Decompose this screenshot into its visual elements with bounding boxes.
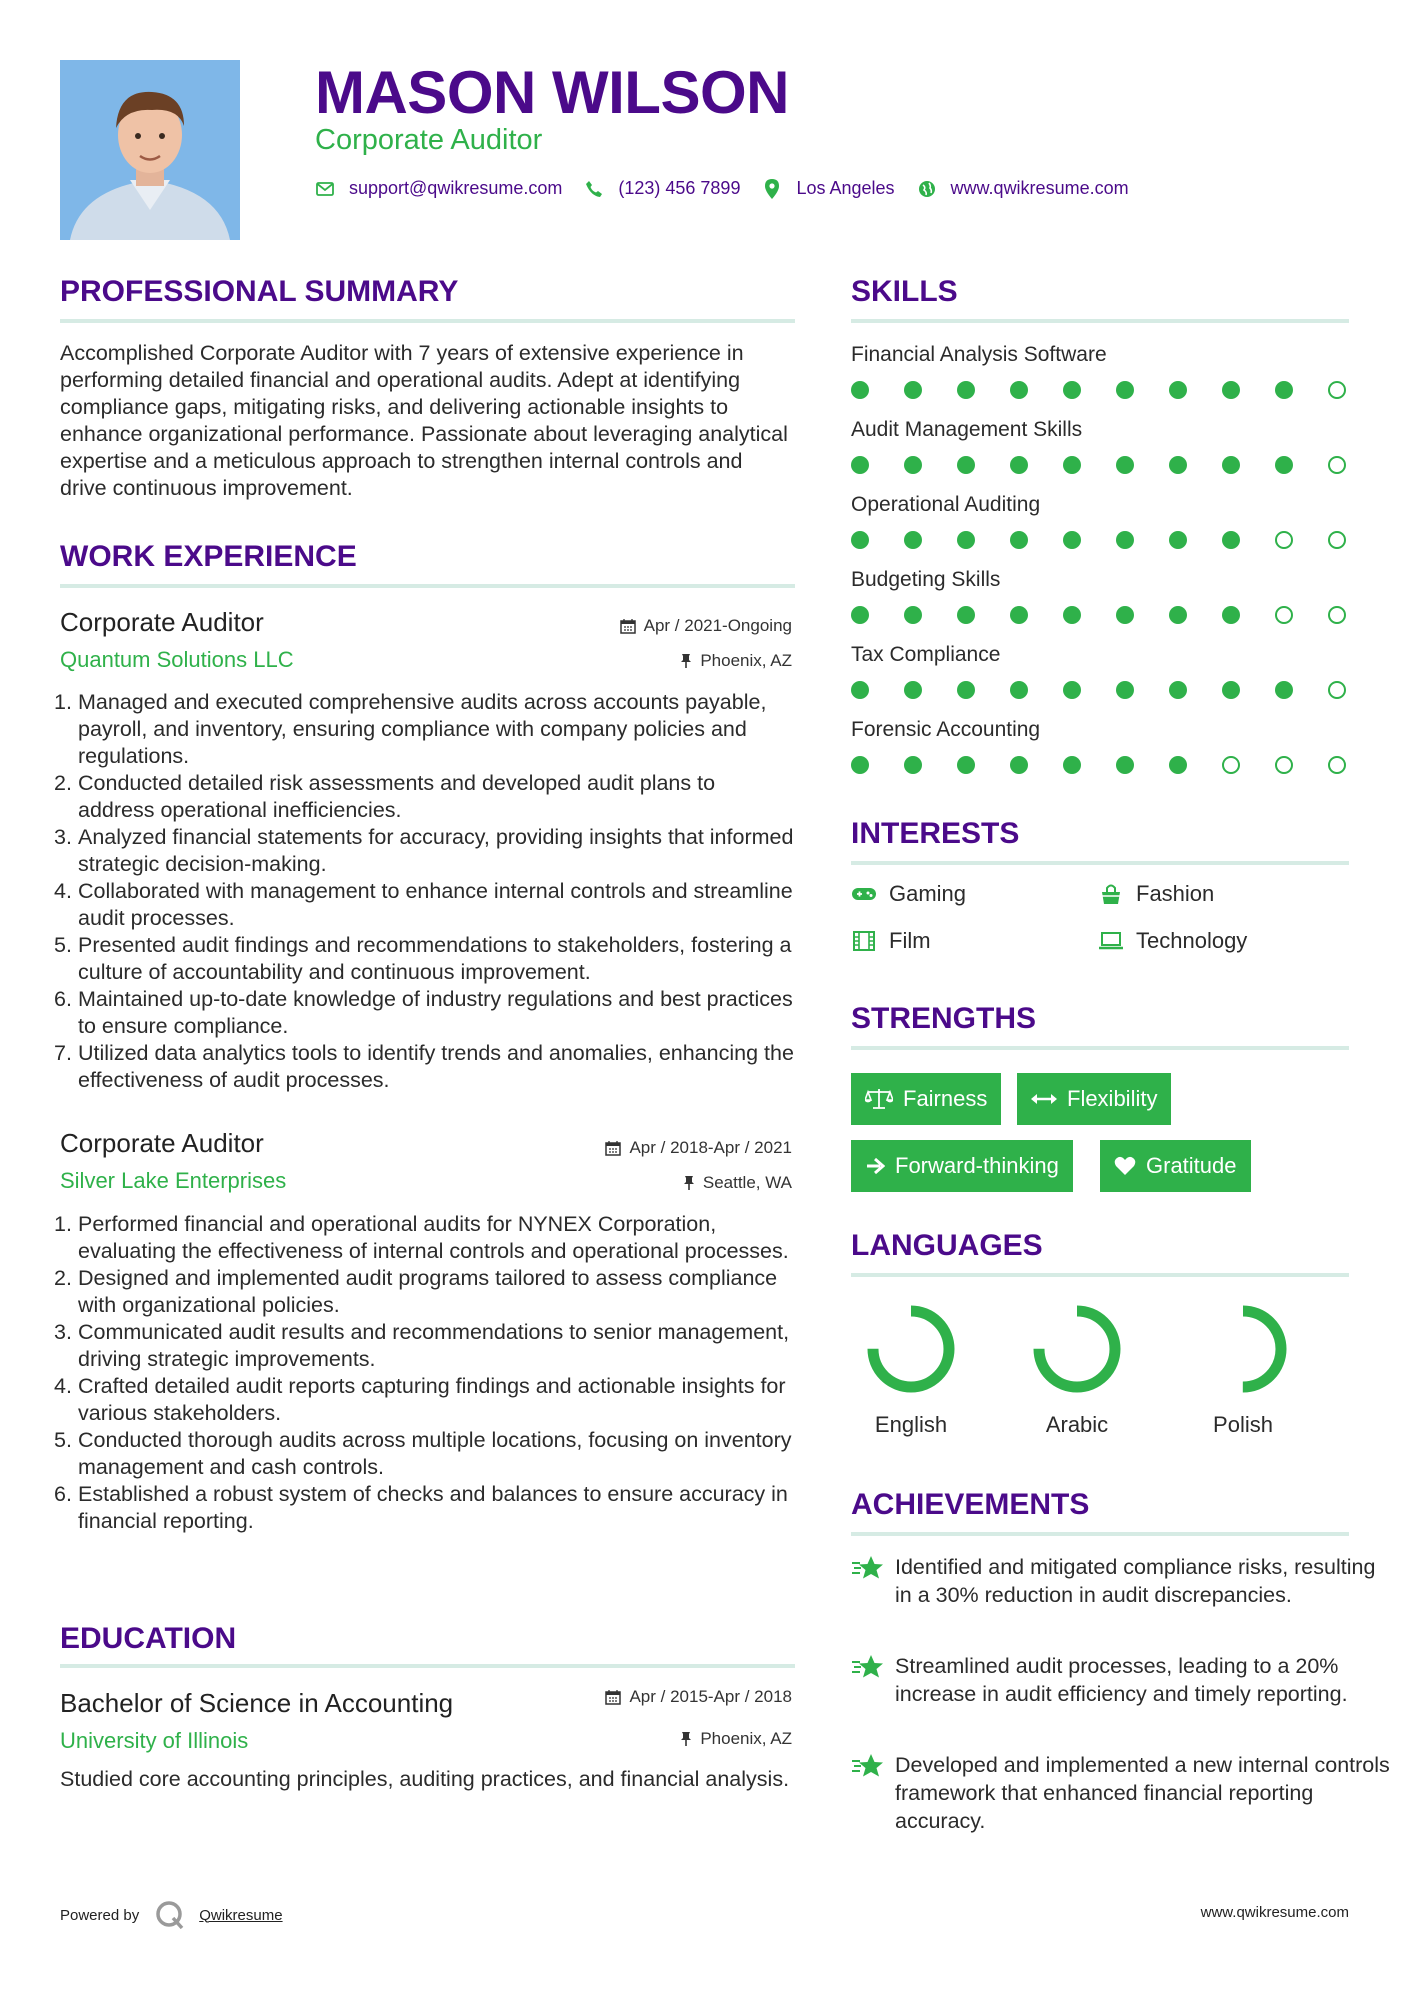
language-label: Polish xyxy=(1213,1412,1273,1437)
skill-name: Tax Compliance xyxy=(851,643,1001,666)
skill-rating xyxy=(851,456,1351,476)
rating-dot-filled xyxy=(1063,756,1081,774)
language-progress-arc xyxy=(873,1311,949,1387)
school-name: University of Illinois xyxy=(60,1728,249,1753)
education-heading: EDUCATION xyxy=(60,1622,237,1655)
rating-dot-filled xyxy=(957,456,975,474)
gamepad-icon xyxy=(851,886,877,902)
summary-rule xyxy=(60,319,795,323)
skill-rating xyxy=(851,531,1351,551)
rating-dot-filled xyxy=(1116,381,1134,399)
list-item: Managed and executed comprehensive audits across accounts payable, payroll, and inventory, ensuring compliance with company policies and regulations. xyxy=(78,690,767,768)
rating-dot-filled xyxy=(1169,681,1187,699)
contact-bar xyxy=(315,178,1151,199)
rating-dot-empty xyxy=(1328,681,1346,699)
calendar-icon xyxy=(620,618,636,634)
star-award-icon xyxy=(851,1753,885,1784)
job-dates xyxy=(620,616,792,636)
job-dates-text: Apr / 2021-Ongoing xyxy=(643,616,792,635)
calendar-icon xyxy=(605,1140,621,1156)
skill-name: Audit Management Skills xyxy=(851,418,1083,441)
rating-dot-empty xyxy=(1328,756,1346,774)
contact-phone[interactable] xyxy=(584,178,740,199)
strength-badge-fairness xyxy=(851,1073,1001,1125)
footer-powered-by xyxy=(60,1900,283,1930)
star-award-icon xyxy=(851,1654,885,1685)
rating-dot-filled xyxy=(904,756,922,774)
strengths-heading: STRENGTHS xyxy=(851,1002,1037,1035)
qwikresume-logo-icon xyxy=(155,1900,185,1930)
pushpin-icon xyxy=(680,653,692,669)
job-dates-text: Apr / 2018-Apr / 2021 xyxy=(629,1138,792,1157)
rating-dot-filled xyxy=(1010,756,1028,774)
rating-dot-filled xyxy=(1063,606,1081,624)
contact-email-text: support@qwikresume.com xyxy=(349,178,563,198)
skill-name: Budgeting Skills xyxy=(851,568,1001,591)
skill-name: Forensic Accounting xyxy=(851,718,1041,741)
achievement-text: Streamlined audit processes, leading to a 20% increase in audit efficiency and timely reporting. xyxy=(895,1654,1348,1706)
job-responsibilities xyxy=(78,689,795,1094)
list-item: Presented audit findings and recommendations to stakeholders, fostering a culture of accountability and continuous improvement. xyxy=(78,933,792,984)
strength-label: Gratitude xyxy=(1146,1153,1237,1178)
list-item: Conducted detailed risk assessments and developed audit plans to address operational inefficiencies. xyxy=(78,771,716,822)
globe-icon xyxy=(917,179,937,199)
list-item: Maintained up-to-date knowledge of industry regulations and best practices to ensure compliance. xyxy=(78,987,793,1038)
rating-dot-empty xyxy=(1328,456,1346,474)
rating-dot-filled xyxy=(851,756,869,774)
laptop-icon xyxy=(1098,932,1124,950)
language-progress-arc xyxy=(1039,1311,1115,1387)
balance-scale-icon xyxy=(865,1088,893,1110)
contact-email[interactable] xyxy=(315,178,562,199)
interest-label: Film xyxy=(889,928,931,953)
map-marker-icon xyxy=(762,179,782,199)
rating-dot-filled xyxy=(1116,756,1134,774)
list-item: Utilized data analytics tools to identify trends and anomalies, enhancing the effectiveness of audit processes. xyxy=(78,1041,794,1092)
education-dates xyxy=(605,1687,792,1707)
skill-rating xyxy=(851,681,1351,701)
language-progress-arc xyxy=(1205,1311,1281,1387)
rating-dot-filled xyxy=(1063,531,1081,549)
job-company: Silver Lake Enterprises xyxy=(60,1168,287,1193)
achievements-heading: ACHIEVEMENTS xyxy=(851,1488,1090,1521)
pushpin-icon xyxy=(680,1731,692,1747)
education-description: Studied core accounting principles, auditing practices, and financial analysis. xyxy=(60,1767,790,1791)
rating-dot-filled xyxy=(904,381,922,399)
strength-badge-forward-thinking xyxy=(851,1140,1073,1192)
rating-dot-filled xyxy=(1169,756,1187,774)
film-icon xyxy=(851,931,877,951)
education-dates-text: Apr / 2015-Apr / 2018 xyxy=(629,1687,792,1706)
rating-dot-filled xyxy=(1116,606,1134,624)
rating-dot-filled xyxy=(1275,381,1293,399)
arrows-horizontal-icon xyxy=(1031,1092,1057,1106)
interests-heading: INTERESTS xyxy=(851,817,1020,850)
summary-heading: PROFESSIONAL SUMMARY xyxy=(60,275,459,308)
candidate-name: MASON WILSON xyxy=(315,59,789,126)
envelope-icon xyxy=(315,179,335,199)
arrow-right-icon xyxy=(865,1157,885,1175)
job-location-text: Phoenix, AZ xyxy=(700,651,792,670)
list-item: Designed and implemented audit programs tailored to assess compliance with organizational policies. xyxy=(78,1266,778,1317)
rating-dot-filled xyxy=(851,531,869,549)
heart-icon xyxy=(1114,1156,1136,1176)
rating-dot-filled xyxy=(851,681,869,699)
calendar-icon xyxy=(605,1689,621,1705)
language-label: Arabic xyxy=(1045,1412,1109,1437)
strengths-rule xyxy=(851,1046,1349,1050)
profile-photo xyxy=(60,60,240,240)
rating-dot-filled xyxy=(1010,531,1028,549)
list-item: Collaborated with management to enhance internal controls and streamline audit processes. xyxy=(78,879,793,930)
contact-website[interactable] xyxy=(917,178,1129,199)
phone-icon xyxy=(584,179,604,199)
rating-dot-empty xyxy=(1328,606,1346,624)
rating-dot-empty xyxy=(1328,381,1346,399)
language-gauge xyxy=(1173,1301,1313,1402)
rating-dot-filled xyxy=(1063,456,1081,474)
rating-dot-filled xyxy=(957,756,975,774)
rating-dot-filled xyxy=(904,606,922,624)
strength-label: Fairness xyxy=(903,1086,988,1111)
contact-website-text: www.qwikresume.com xyxy=(950,178,1129,198)
rating-dot-filled xyxy=(1222,381,1240,399)
interest-label: Fashion xyxy=(1136,881,1215,906)
job-dates xyxy=(605,1138,792,1158)
rating-dot-empty xyxy=(1275,756,1293,774)
skills-heading: SKILLS xyxy=(851,275,958,308)
rating-dot-filled xyxy=(1010,681,1028,699)
rating-dot-filled xyxy=(1275,681,1293,699)
rating-dot-filled xyxy=(957,681,975,699)
rating-dot-filled xyxy=(1222,681,1240,699)
rating-dot-filled xyxy=(1063,381,1081,399)
rating-dot-empty xyxy=(1275,531,1293,549)
rating-dot-filled xyxy=(1222,456,1240,474)
rating-dot-filled xyxy=(957,381,975,399)
rating-dot-empty xyxy=(1328,531,1346,549)
interest-item-film xyxy=(851,928,931,954)
star-award-icon xyxy=(851,1555,885,1586)
skill-rating xyxy=(851,606,1351,626)
footer-website-link[interactable]: www.qwikresume.com xyxy=(1200,1904,1349,1921)
rating-dot-empty xyxy=(1222,756,1240,774)
shopping-bag-icon xyxy=(1098,883,1124,905)
achievement-text: Developed and implemented a new internal controls framework that enhanced financial reporting accuracy. xyxy=(895,1753,1390,1833)
rating-dot-filled xyxy=(1222,531,1240,549)
job-title: Corporate Auditor xyxy=(60,1128,264,1158)
degree-title: Bachelor of Science in Accounting xyxy=(60,1688,454,1718)
rating-dot-filled xyxy=(851,381,869,399)
rating-dot-filled xyxy=(1010,606,1028,624)
list-item: Crafted detailed audit reports capturing findings and actionable insights for various stakeholders. xyxy=(78,1374,786,1425)
job-location xyxy=(680,651,792,671)
rating-dot-filled xyxy=(957,531,975,549)
rating-dot-filled xyxy=(1222,606,1240,624)
list-item: Communicated audit results and recommendations to senior management, driving strategic improvements. xyxy=(78,1320,790,1371)
strength-badge-flexibility xyxy=(1017,1073,1171,1125)
education-location xyxy=(680,1729,792,1749)
skill-rating xyxy=(851,381,1351,401)
strength-badge-gratitude xyxy=(1100,1140,1251,1192)
rating-dot-filled xyxy=(851,606,869,624)
rating-dot-filled xyxy=(1116,681,1134,699)
rating-dot-filled xyxy=(1010,456,1028,474)
rating-dot-filled xyxy=(904,456,922,474)
interest-item-gaming xyxy=(851,881,966,907)
interests-rule xyxy=(851,861,1349,865)
education-location-text: Phoenix, AZ xyxy=(700,1729,792,1748)
rating-dot-filled xyxy=(904,531,922,549)
achievements-rule xyxy=(851,1532,1349,1536)
rating-dot-filled xyxy=(1169,531,1187,549)
skill-rating xyxy=(851,756,1351,776)
achievement-text: Identified and mitigated compliance risks, resulting in a 30% reduction in audit discrepancies. xyxy=(895,1555,1376,1607)
language-gauge xyxy=(841,1301,981,1402)
rating-dot-filled xyxy=(1169,606,1187,624)
language-label: English xyxy=(874,1412,948,1437)
skills-rule xyxy=(851,319,1349,323)
interest-item-fashion xyxy=(1098,881,1214,907)
languages-heading: LANGUAGES xyxy=(851,1229,1043,1262)
interest-label: Gaming xyxy=(889,881,967,906)
experience-heading: WORK EXPERIENCE xyxy=(60,540,357,573)
job-location-text: Seattle, WA xyxy=(702,1173,792,1192)
interest-label: Technology xyxy=(1136,928,1248,953)
qwikresume-link[interactable]: Qwikresume xyxy=(199,1906,283,1924)
contact-location xyxy=(762,178,894,199)
rating-dot-filled xyxy=(1116,456,1134,474)
job-company: Quantum Solutions LLC xyxy=(60,647,294,672)
powered-by-label: Powered by xyxy=(60,1906,140,1924)
job-title: Corporate Auditor xyxy=(60,607,264,637)
pushpin-icon xyxy=(683,1175,695,1191)
rating-dot-filled xyxy=(957,606,975,624)
rating-dot-filled xyxy=(851,456,869,474)
strength-label: Forward-thinking xyxy=(895,1153,1059,1178)
list-item: Analyzed financial statements for accuracy, providing insights that informed strategic decision-making. xyxy=(78,825,794,876)
list-item: Established a robust system of checks and balances to ensure accuracy in financial reporting. xyxy=(78,1482,788,1533)
list-item: Conducted thorough audits across multiple locations, focusing on inventory management and cash controls. xyxy=(78,1428,792,1479)
job-responsibilities xyxy=(78,1211,795,1535)
rating-dot-empty xyxy=(1275,606,1293,624)
strength-label: Flexibility xyxy=(1067,1086,1158,1111)
experience-rule xyxy=(60,584,795,588)
rating-dot-filled xyxy=(1116,531,1134,549)
education-rule xyxy=(60,1664,795,1668)
rating-dot-filled xyxy=(1169,456,1187,474)
languages-rule xyxy=(851,1273,1349,1277)
list-item: Performed financial and operational audits for NYNEX Corporation, evaluating the effectiveness of internal controls and operational processes. xyxy=(78,1212,789,1263)
candidate-role: Corporate Auditor xyxy=(315,124,543,156)
contact-location-text: Los Angeles xyxy=(796,178,895,198)
rating-dot-filled xyxy=(1275,456,1293,474)
rating-dot-filled xyxy=(1169,381,1187,399)
interest-item-technology xyxy=(1098,928,1247,954)
contact-phone-text: (123) 456 7899 xyxy=(618,178,741,198)
language-gauge xyxy=(1007,1301,1147,1402)
skill-name: Financial Analysis Software xyxy=(851,343,1107,366)
rating-dot-filled xyxy=(904,681,922,699)
summary-text: Accomplished Corporate Auditor with 7 years of extensive experience in performing detailed financial and operational audits. Adept at identifying compliance gaps, mitigating risks, and delivering actionable insights to enhance organizational performance. Passionate about leveraging analytical expertise and a meticulous approach to strengthen internal controls and drive continuous improvement. xyxy=(60,341,788,500)
rating-dot-filled xyxy=(1010,381,1028,399)
skill-name: Operational Auditing xyxy=(851,493,1041,516)
rating-dot-filled xyxy=(1063,681,1081,699)
job-location xyxy=(683,1173,792,1193)
